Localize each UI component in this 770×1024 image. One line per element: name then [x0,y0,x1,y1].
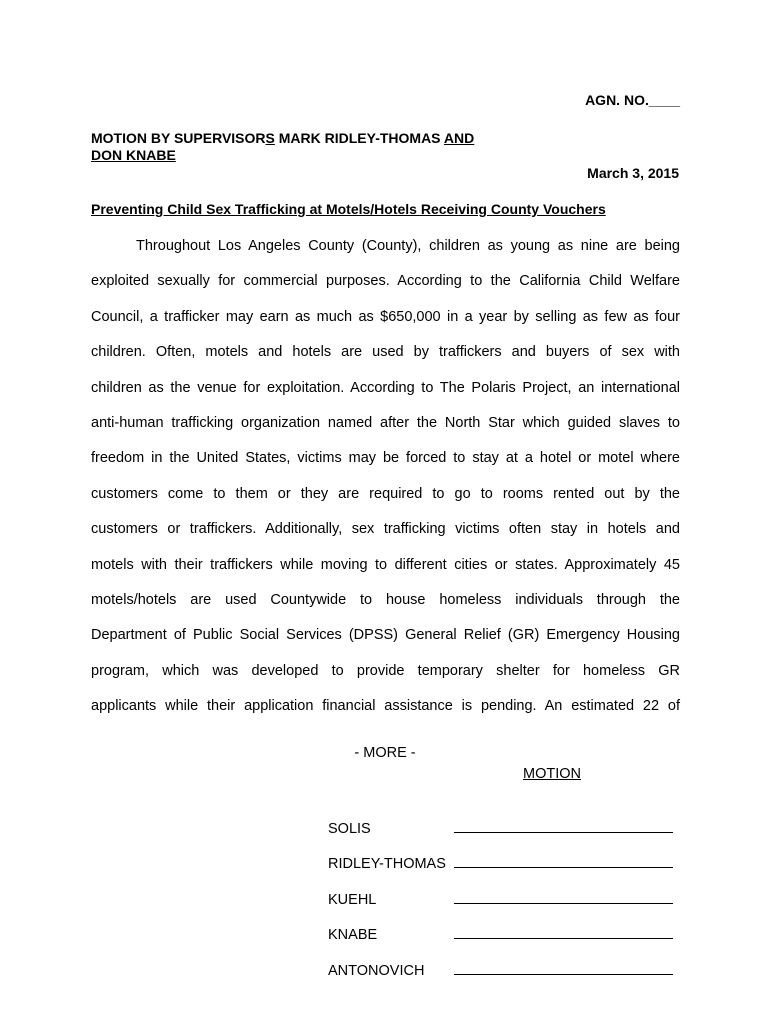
motion-by-line-1 [91,130,474,147]
motion-by-plural-s: S [265,130,275,146]
body-line: children. Often, motels and hotels are used by traffickers and buyers of sex with [91,344,680,361]
vote-blank-line [454,818,673,833]
body-line: Department of Public Social Services (DPSS) General Relief (GR) Emergency Housing [91,627,680,644]
body-line: customers or traffickers. Additionally, sex trafficking victims often stay in hotels and [91,521,680,538]
vote-blank-line [454,924,673,939]
supervisor-name: SOLIS [328,820,371,837]
supervisor-name: ANTONOVICH [328,962,425,979]
vote-row-ridley-thomas [328,837,673,873]
vote-row-solis [328,801,673,837]
more-indicator: - MORE - [354,745,416,761]
motion-body [91,229,680,724]
vote-blank-line [454,960,673,975]
body-line: motels with their traffickers while moving to different cities or states. Approximately 45 [91,556,680,573]
body-line: motels/hotels are used Countywide to house homeless individuals through the [91,591,680,608]
body-line: children as the venue for exploitation. According to The Polaris Project, an international [91,379,680,396]
motion-by-names: MARK RIDLEY-THOMAS [274,130,444,146]
body-line: Council, a trafficker may earn as much as $650,000 in a year by selling as few as four [91,308,680,325]
vote-blank-line [454,853,673,868]
motion-by-line-2: DON KNABE [91,147,176,163]
supervisor-name: RIDLEY-THOMAS [328,856,446,872]
body-line: anti-human trafficking organization named after the North Star which guided slaves to [91,414,680,431]
vote-row-antonovich [328,943,673,979]
body-line: customers come to them or they are required to go to rooms rented out by the [91,485,680,502]
motion-title: Preventing Child Sex Trafficking at Motels/Hotels Receiving County Vouchers [91,201,606,217]
motion-vote-label: MOTION [523,766,581,782]
vote-row-knabe [328,908,673,944]
body-line: program, which was developed to provide temporary shelter for homeless GR [91,662,680,679]
motion-by-heading [91,130,474,164]
body-line: Throughout Los Angeles County (County), children as young as nine are being [136,238,680,254]
vote-row-kuehl [328,872,673,908]
supervisor-name: KNABE [328,927,378,943]
motion-by-and: AND [443,130,475,146]
agenda-number: AGN. NO.____ [585,92,680,108]
vote-table [328,801,673,979]
motion-by-prefix: MOTION BY SUPERVISOR [91,130,266,146]
body-line: applicants while their application financial assistance is pending. An estimated 22 of [91,698,680,715]
vote-blank-line [454,889,673,904]
body-line: exploited sexually for commercial purposes. According to the California Child Welfare [91,273,680,290]
motion-date: March 3, 2015 [587,165,679,181]
body-line: freedom in the United States, victims may be forced to stay at a hotel or motel where [91,450,680,467]
supervisor-name: KUEHL [328,891,377,908]
